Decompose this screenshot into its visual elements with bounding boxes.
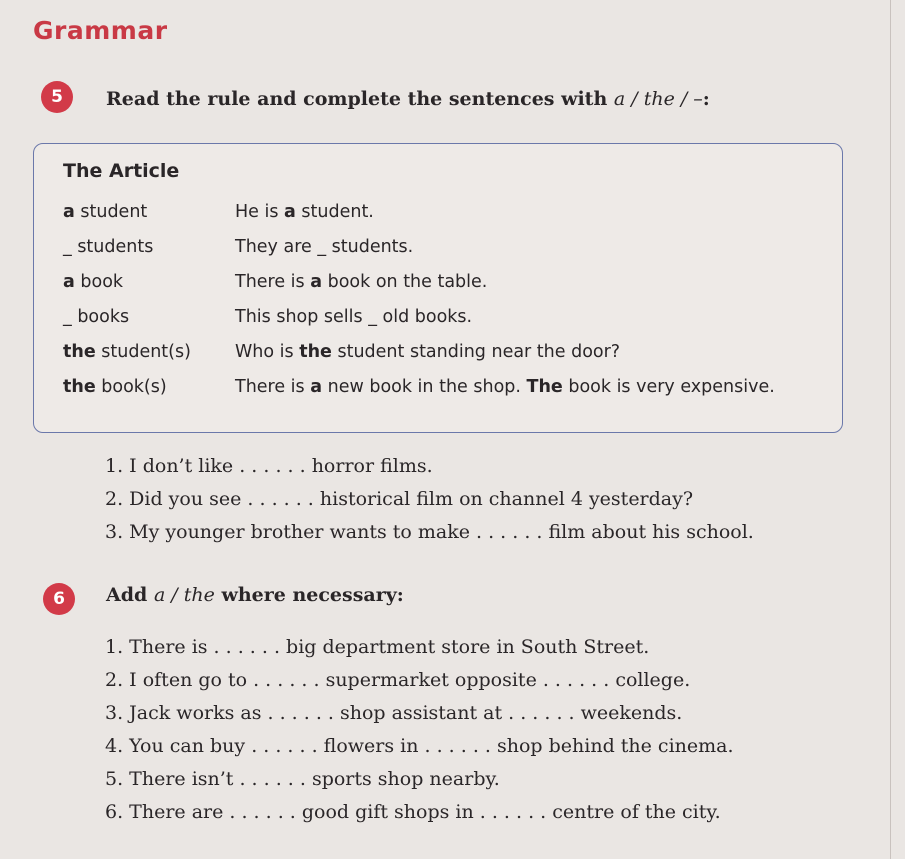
rule-example: There is a book on the table. (235, 272, 488, 292)
rule-example: Who is the student standing near the door? (235, 342, 621, 362)
article-rule-box (33, 143, 843, 433)
sentence-item: 2. Did you see . . . . . . historical film on channel 4 yesterday? (105, 488, 694, 510)
rule-example: There is a new book in the shop. The book is very expensive. (235, 377, 775, 397)
rule-example: This shop sells _ old books. (235, 307, 473, 327)
sentence-item: 3. Jack works as . . . . . . shop assistant at . . . . . . weekends. (105, 702, 683, 724)
sentence-item: 4. You can buy . . . . . . flowers in . . . . . . shop behind the cinema. (105, 735, 734, 757)
exercise-6-sentences (105, 631, 734, 829)
instruction-options: a / the (153, 584, 215, 606)
instruction-suffix: where necessary: (214, 584, 404, 606)
instruction-text: Read the rule and complete the sentences with (106, 88, 614, 110)
sentence-item: 5. There isn’t . . . . . . sports shop nearby. (105, 768, 500, 790)
sentence-item: 6. There are . . . . . . good gift shops in . . . . . . centre of the city. (105, 801, 721, 823)
rule-form: _ books (63, 307, 130, 327)
rule-form: a student (63, 202, 148, 222)
rule-form: the book(s) (63, 377, 167, 397)
section-title: Grammar (33, 16, 168, 45)
page-edge-divider (890, 0, 891, 859)
rule-form: _ students (63, 237, 154, 257)
exercise-6-instruction (106, 584, 404, 606)
rule-form: a book (63, 272, 124, 292)
rule-example: They are _ students. (235, 237, 414, 257)
rule-form: the student(s) (63, 342, 191, 362)
rule-heading: The Article (63, 160, 180, 182)
sentence-item: 2. I often go to . . . . . . supermarket opposite . . . . . . college. (105, 669, 691, 691)
instruction-text: Add (106, 584, 154, 606)
exercise-5-badge: 5 (41, 81, 73, 113)
sentence-item: 1. There is . . . . . . big department store in South Street. (105, 636, 650, 658)
instruction-options: a / the / – (613, 88, 703, 110)
exercise-5-sentences (105, 450, 754, 549)
exercise-6-badge: 6 (43, 583, 75, 615)
sentence-item: 3. My younger brother wants to make . . . . . . film about his school. (105, 521, 754, 543)
sentence-item: 1. I don’t like . . . . . . horror films. (105, 455, 433, 477)
instruction-suffix: : (702, 88, 710, 110)
rule-example: He is a student. (235, 202, 374, 222)
exercise-5-instruction (106, 88, 710, 110)
